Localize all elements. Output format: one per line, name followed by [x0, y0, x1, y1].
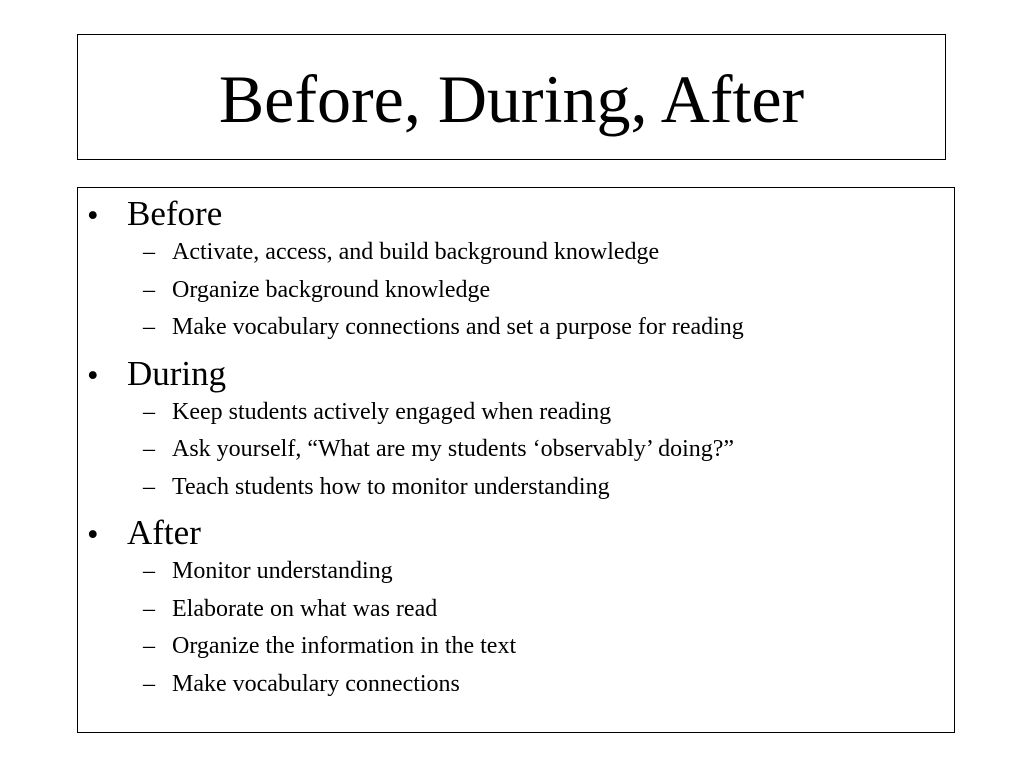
sub-item-text: Make vocabulary connections and set a purpose for reading	[172, 314, 744, 340]
sub-item-text: Organize the information in the text	[172, 633, 517, 659]
sub-item	[78, 272, 954, 310]
sub-item-text: Ask yourself, “What are my students ‘observably’ doing?”	[172, 436, 735, 462]
dash-icon: –	[143, 670, 155, 697]
sub-item-text: Make vocabulary connections	[172, 670, 460, 697]
slide-content-box	[77, 187, 955, 733]
sub-item	[78, 431, 954, 469]
sub-item	[78, 628, 954, 666]
sub-item-text: Activate, access, and build background knowledge	[172, 239, 660, 265]
dash-icon: –	[143, 436, 155, 462]
sub-item	[78, 553, 954, 591]
bullet-label-after: After	[127, 513, 201, 552]
sub-list-during	[78, 394, 954, 507]
bullet-label-before: Before	[127, 194, 223, 233]
sub-item	[78, 666, 954, 704]
dash-icon: –	[143, 314, 155, 340]
dash-icon: –	[143, 473, 155, 500]
sub-item	[78, 469, 954, 507]
sub-item	[78, 394, 954, 432]
sub-list-before	[78, 234, 954, 347]
sub-item	[78, 591, 954, 629]
dash-icon: –	[143, 239, 155, 265]
sub-item-text: Monitor understanding	[172, 558, 393, 584]
dash-icon: –	[143, 276, 155, 303]
bullet-item-after	[78, 513, 954, 703]
bullet-item-during	[78, 354, 954, 507]
sub-item-text: Keep students actively engaged when reading	[172, 398, 612, 425]
bullet-item-before	[78, 194, 954, 347]
bullet-icon: •	[87, 198, 99, 234]
sub-item-text: Elaborate on what was read	[172, 595, 438, 622]
dash-icon: –	[143, 633, 155, 659]
bullet-icon: •	[87, 357, 99, 394]
bullet-icon: •	[87, 517, 99, 553]
sub-item	[78, 234, 954, 272]
slide-title-box	[77, 34, 946, 160]
sub-item-text: Organize background knowledge	[172, 276, 491, 303]
dash-icon: –	[143, 595, 155, 622]
bullet-label-during: During	[127, 353, 227, 393]
sub-item-text: Teach students how to monitor understanding	[172, 473, 610, 500]
bullet-list	[78, 194, 954, 703]
dash-icon: –	[143, 398, 155, 425]
sub-item	[78, 309, 954, 347]
slide-title: Before, During, After	[218, 61, 805, 137]
dash-icon: –	[143, 558, 155, 584]
sub-list-after	[78, 553, 954, 703]
